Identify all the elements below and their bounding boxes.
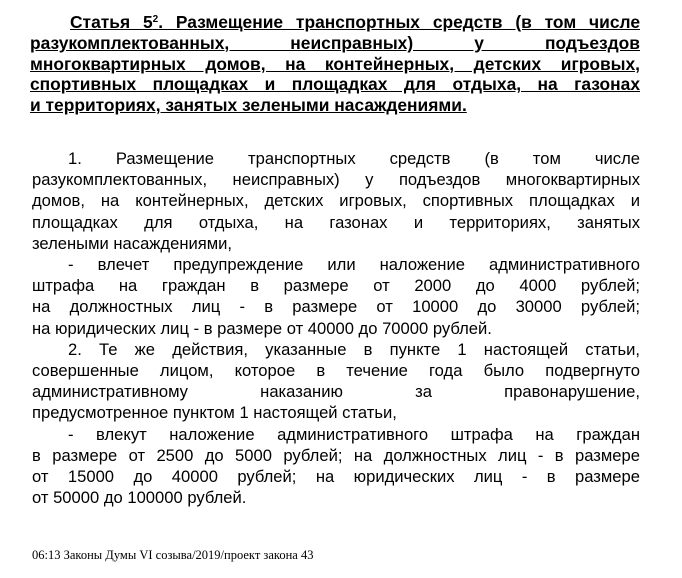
body-line [32,275,640,296]
body-line [32,424,640,445]
body-line [32,402,640,423]
body-line [32,445,640,466]
body-line [32,487,640,508]
body-line [32,212,640,233]
article-body [32,148,640,508]
body-line-text: предусмотренное пунктом 1 настоящей статьи, [32,403,397,423]
body-line-text: домов, на контейнерных, детских игровых, спортивных площадках и [32,191,640,211]
body-line-text: 2. Те же действия, указанные в пункте 1 настоящей статьи, [68,339,640,359]
article-title-line [30,12,640,33]
body-line-text: площадках для отдыха, на газонах и территориях, занятых [32,212,640,232]
body-line [32,233,640,254]
article-title-line: спортивных площадках и площадках для отдыха, на газонах [30,74,640,95]
title-line-text: . Размещение транспортных средств (в том числе [158,12,640,32]
body-line [32,466,640,487]
article-title-line: и территориях, занятых зелеными насаждениями. [30,95,467,116]
body-line-text: 1. Размещение транспортных средств (в том числе [68,149,640,168]
body-line-text: - влекут наложение административного штрафа на граждан [68,424,640,444]
body-line-text: от 15000 до 40000 рублей; на юридических лиц - в размере [32,467,640,487]
body-line [32,190,640,211]
body-line-text: разукомплектованных, неисправных) у подъездов многоквартирных [32,170,640,190]
body-line-text: - влечет предупреждение или наложение административного [68,255,640,275]
body-line-text: от 50000 до 100000 рублей. [32,488,247,508]
article-title-line: многоквартирных домов, на контейнерных, детских игровых, [30,53,640,74]
article-title [30,12,640,116]
article-title-line: разукомплектованных, неисправных) у подъездов [30,32,640,53]
body-line [32,169,640,190]
body-line [32,296,640,317]
body-line-text: зелеными насаждениями, [32,233,233,253]
body-line-text: на должностных лиц - в размере от 10000 до 30000 рублей; [32,297,640,317]
body-line-text: штрафа на граждан в размере от 2000 до 4000 рублей; [32,276,640,296]
body-line-text: на юридических лиц - в размере от 40000 до 70000 рублей. [32,318,492,338]
body-line [32,148,640,169]
body-line-text: административному наказанию за правонарушение, [32,382,640,402]
page-footer: 06:13 Законы Думы VI созыва/2019/проект закона 43 [32,548,314,562]
body-line-text: совершенные лицом, которое в течение года было подвергнуто [32,361,640,381]
title-superscript: 2 [152,14,159,25]
body-line [32,318,640,339]
title-prefix: Статья 5 [70,12,153,32]
body-line [32,254,640,275]
body-line [32,360,640,381]
body-line [32,381,640,402]
body-line-text: в размере от 2500 до 5000 рублей; на должностных лиц - в размере [32,445,640,465]
body-line [32,339,640,360]
